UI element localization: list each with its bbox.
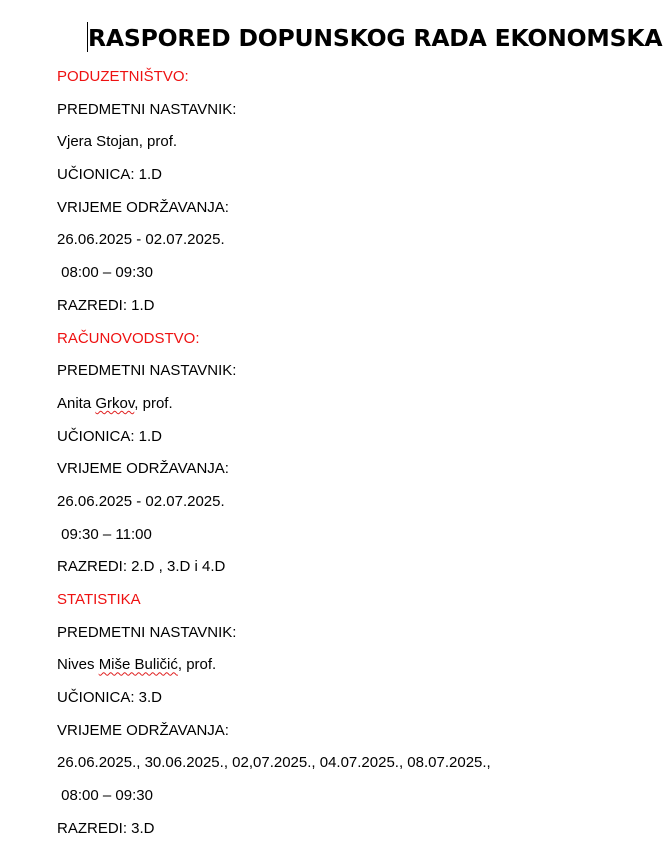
teacher-name	[57, 388, 657, 421]
teacher-name-suffix: , prof.	[134, 394, 173, 412]
teacher-name-suffix: , prof.	[177, 656, 217, 674]
spellcheck-flagged-word[interactable]: Miše Buličić	[98, 656, 178, 674]
time-label: VRIJEME ODRŽAVANJA:	[57, 460, 229, 478]
teacher-name	[57, 126, 657, 159]
classes: RAZREDI: 1.D	[57, 296, 155, 314]
hours: 08:00 – 09:30	[57, 264, 153, 282]
teacher-name-text: Nives	[57, 656, 99, 674]
spellcheck-flagged-word[interactable]: Grkov	[95, 394, 135, 412]
time-label: VRIJEME ODRŽAVANJA:	[57, 198, 229, 216]
hours: 08:00 – 09:30	[57, 787, 153, 805]
document-body[interactable]	[57, 61, 657, 846]
section-heading-racunovodstvo: RAČUNOVODSTVO:	[57, 329, 200, 347]
dates: 26.06.2025 - 02.07.2025.	[57, 492, 225, 510]
document-title[interactable]: RASPORED DOPUNSKOG RADA EKONOMSKA	[88, 24, 663, 52]
teacher-name	[57, 649, 657, 682]
teacher-label: PREDMETNI NASTAVNIK:	[57, 623, 237, 641]
time-label: VRIJEME ODRŽAVANJA:	[57, 721, 229, 739]
teacher-label: PREDMETNI NASTAVNIK:	[57, 362, 237, 380]
section-heading-statistika: STATISTIKA	[57, 591, 141, 608]
dates: 26.06.2025., 30.06.2025., 02,07.2025., 04.07.2025., 08.07.2025.,	[57, 754, 491, 772]
classroom: UČIONICA: 1.D	[57, 427, 163, 445]
hours: 09:30 – 11:00	[57, 525, 152, 543]
classroom: UČIONICA: 3.D	[57, 689, 163, 707]
section-heading-poduzetnistvo: PODUZETNIŠTVO:	[57, 68, 189, 85]
dates: 26.06.2025 - 02.07.2025.	[57, 231, 225, 249]
teacher-name-text: Anita	[57, 394, 96, 412]
teacher-name-text: Vjera Stojan, prof.	[57, 133, 178, 151]
classes: RAZREDI: 3.D	[57, 819, 155, 837]
classroom: UČIONICA: 1.D	[57, 166, 163, 184]
teacher-label: PREDMETNI NASTAVNIK:	[57, 100, 237, 118]
classes: RAZREDI: 2.D , 3.D i 4.D	[57, 558, 226, 576]
